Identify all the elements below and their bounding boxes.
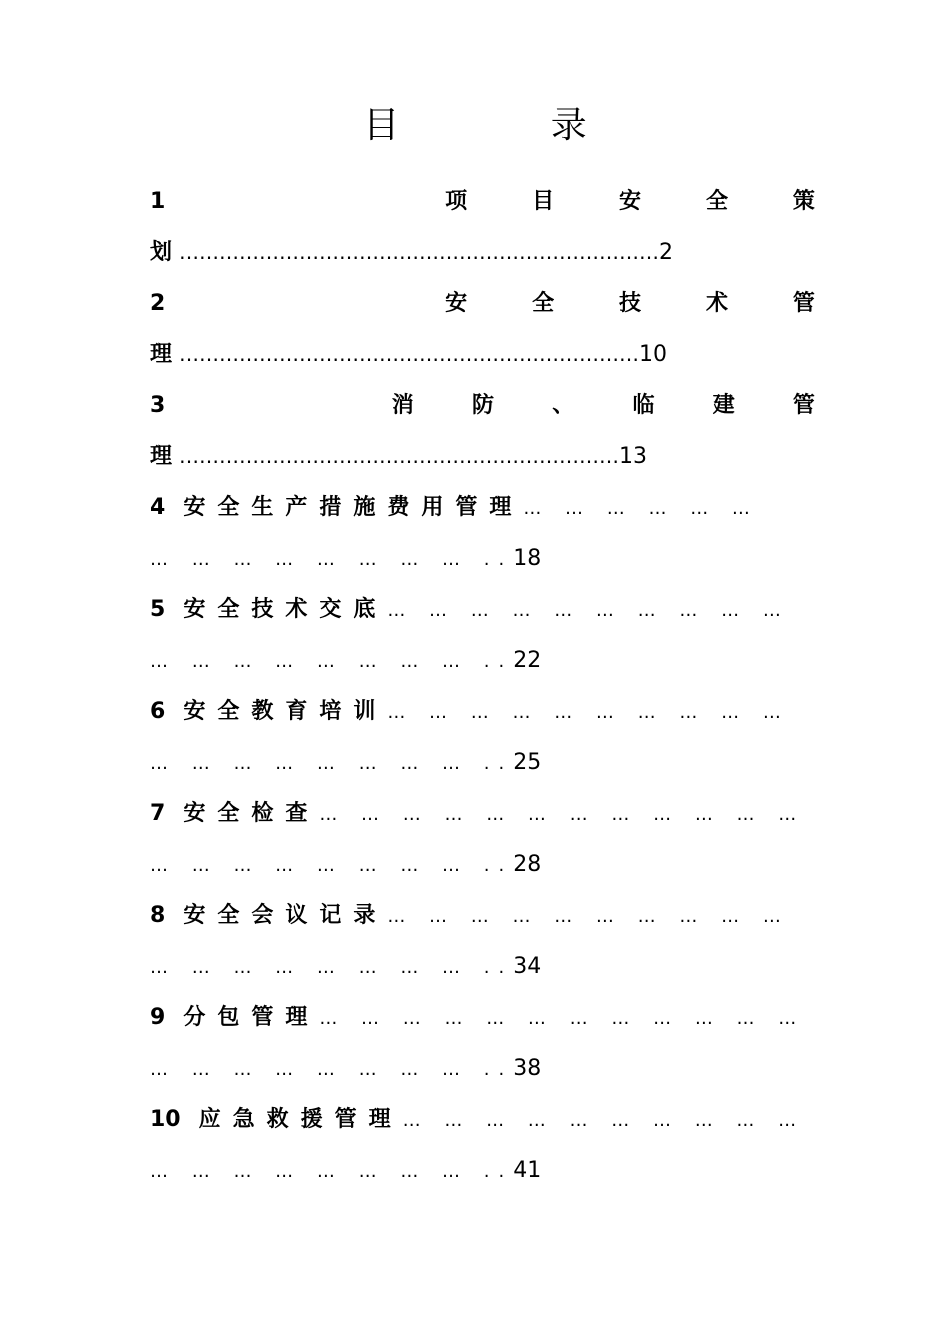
toc-page-number: 38 xyxy=(513,1056,542,1081)
toc-heading: 安全技术交底 xyxy=(183,597,388,622)
toc-leader: … … … … … … … … .. xyxy=(150,753,514,774)
toc-entry-2-line-2[interactable] xyxy=(150,329,815,380)
toc-page-number: 25 xyxy=(513,750,542,775)
toc-heading-char: 术 xyxy=(705,291,728,316)
toc-entry-10-line-2[interactable] xyxy=(150,1145,815,1196)
toc-heading-char: 防 xyxy=(471,393,494,418)
toc-entry-number: 5 xyxy=(150,597,166,622)
toc-leader: ……………………………………………………………… xyxy=(179,240,660,264)
toc-page-number: 28 xyxy=(513,852,542,877)
toc-heading-wrap: 理 xyxy=(150,342,173,367)
toc-heading-char: 全 xyxy=(532,291,555,316)
toc-heading-char: 临 xyxy=(632,393,655,418)
toc-leader: … … … … … … … … … … xyxy=(402,1110,806,1131)
toc-entry-6-line-2[interactable] xyxy=(150,737,815,788)
toc-heading-char: 安 xyxy=(445,291,468,316)
toc-entry-1-line-1[interactable] xyxy=(150,176,815,227)
toc-entry-number: 3 xyxy=(150,393,166,418)
toc-heading-wrap: 划 xyxy=(150,240,173,265)
toc-entry-5-line-1[interactable] xyxy=(150,584,815,635)
toc-entry-2-line-1[interactable] xyxy=(150,278,815,329)
toc-entry-number: 10 xyxy=(150,1107,181,1132)
toc-entry-number: 7 xyxy=(150,801,166,826)
toc-entry-4-line-1[interactable] xyxy=(150,482,815,533)
toc-heading-char: 建 xyxy=(712,393,735,418)
toc-heading-char: 管 xyxy=(792,393,815,418)
toc-page-number: 13 xyxy=(619,444,648,469)
toc-page-number: 22 xyxy=(513,648,542,673)
toc-entry-number: 6 xyxy=(150,699,166,724)
toc-entry-9-line-2[interactable] xyxy=(150,1043,815,1094)
toc-leader: ………………………………………………………… xyxy=(179,444,620,468)
toc-entry-4-line-2[interactable] xyxy=(150,533,815,584)
toc-entry-number: 2 xyxy=(150,291,166,316)
toc-leader: … … … … … … … … … … … … xyxy=(319,804,806,825)
toc-page-number: 34 xyxy=(513,954,542,979)
toc-leader: … … … … … … … … … … xyxy=(387,906,790,927)
toc-page-number: 10 xyxy=(639,342,668,367)
toc-entry-number: 9 xyxy=(150,1005,166,1030)
toc-heading: 分包管理 xyxy=(183,1005,320,1030)
toc-leader: …………………………………………………………… xyxy=(179,342,640,366)
toc-heading-char: 项 xyxy=(445,189,468,214)
toc-leader: … … … … … … … … .. xyxy=(150,957,514,978)
toc-heading: 安全会议记录 xyxy=(183,903,388,928)
toc-entry-number: 4 xyxy=(150,495,166,520)
toc-entry-8-line-2[interactable] xyxy=(150,941,815,992)
page-title: 目 录 xyxy=(363,105,657,146)
toc-leader: … … … … … … … … .. xyxy=(150,549,514,570)
toc-entry-7-line-1[interactable] xyxy=(150,788,815,839)
toc-entry-3-line-1[interactable] xyxy=(150,380,815,431)
toc-heading-char: 技 xyxy=(619,291,642,316)
toc-entry-6-line-1[interactable] xyxy=(150,686,815,737)
toc-heading-char: 策 xyxy=(792,189,815,214)
toc-entry-10-line-1[interactable] xyxy=(150,1094,815,1145)
toc-heading: 安全教育培训 xyxy=(183,699,388,724)
toc-heading-char: 安 xyxy=(619,189,642,214)
toc-page-number: 18 xyxy=(513,546,542,571)
toc-heading-char: 目 xyxy=(532,189,555,214)
toc-heading-char: 消 xyxy=(391,393,414,418)
toc-entry-3-line-2[interactable] xyxy=(150,431,815,482)
toc-entry-number: 8 xyxy=(150,903,166,928)
toc-heading-char: 、 xyxy=(552,393,575,418)
toc-heading-char: 管 xyxy=(792,291,815,316)
toc-entry-8-line-1[interactable] xyxy=(150,890,815,941)
toc-leader: … … … … … … … … … … … … xyxy=(319,1008,806,1029)
toc-entry-7-line-2[interactable] xyxy=(150,839,815,890)
toc-leader: … … … … … … … … … … xyxy=(387,600,790,621)
toc-leader: … … … … … … … … .. xyxy=(150,1161,514,1182)
toc-leader: … … … … … … … … .. xyxy=(150,1059,514,1080)
toc-entry-1-line-2[interactable] xyxy=(150,227,815,278)
toc-heading: 安全检查 xyxy=(183,801,320,826)
toc-heading: 安全生产措施费用管理 xyxy=(183,495,524,520)
toc-heading-char: 全 xyxy=(705,189,728,214)
toc-page-number: 41 xyxy=(513,1158,542,1183)
toc-entry-5-line-2[interactable] xyxy=(150,635,815,686)
toc-leader: … … … … … … xyxy=(523,498,759,519)
toc-leader: … … … … … … … … .. xyxy=(150,855,514,876)
toc-leader: … … … … … … … … .. xyxy=(150,651,514,672)
toc-entry-9-line-1[interactable] xyxy=(150,992,815,1043)
toc-heading: 应急救援管理 xyxy=(198,1107,403,1132)
toc-leader: … … … … … … … … … … xyxy=(387,702,790,723)
toc-page-number: 2 xyxy=(659,240,674,265)
table-of-contents xyxy=(150,176,815,1196)
toc-entry-number: 1 xyxy=(150,189,166,214)
toc-heading-wrap: 理 xyxy=(150,444,173,469)
